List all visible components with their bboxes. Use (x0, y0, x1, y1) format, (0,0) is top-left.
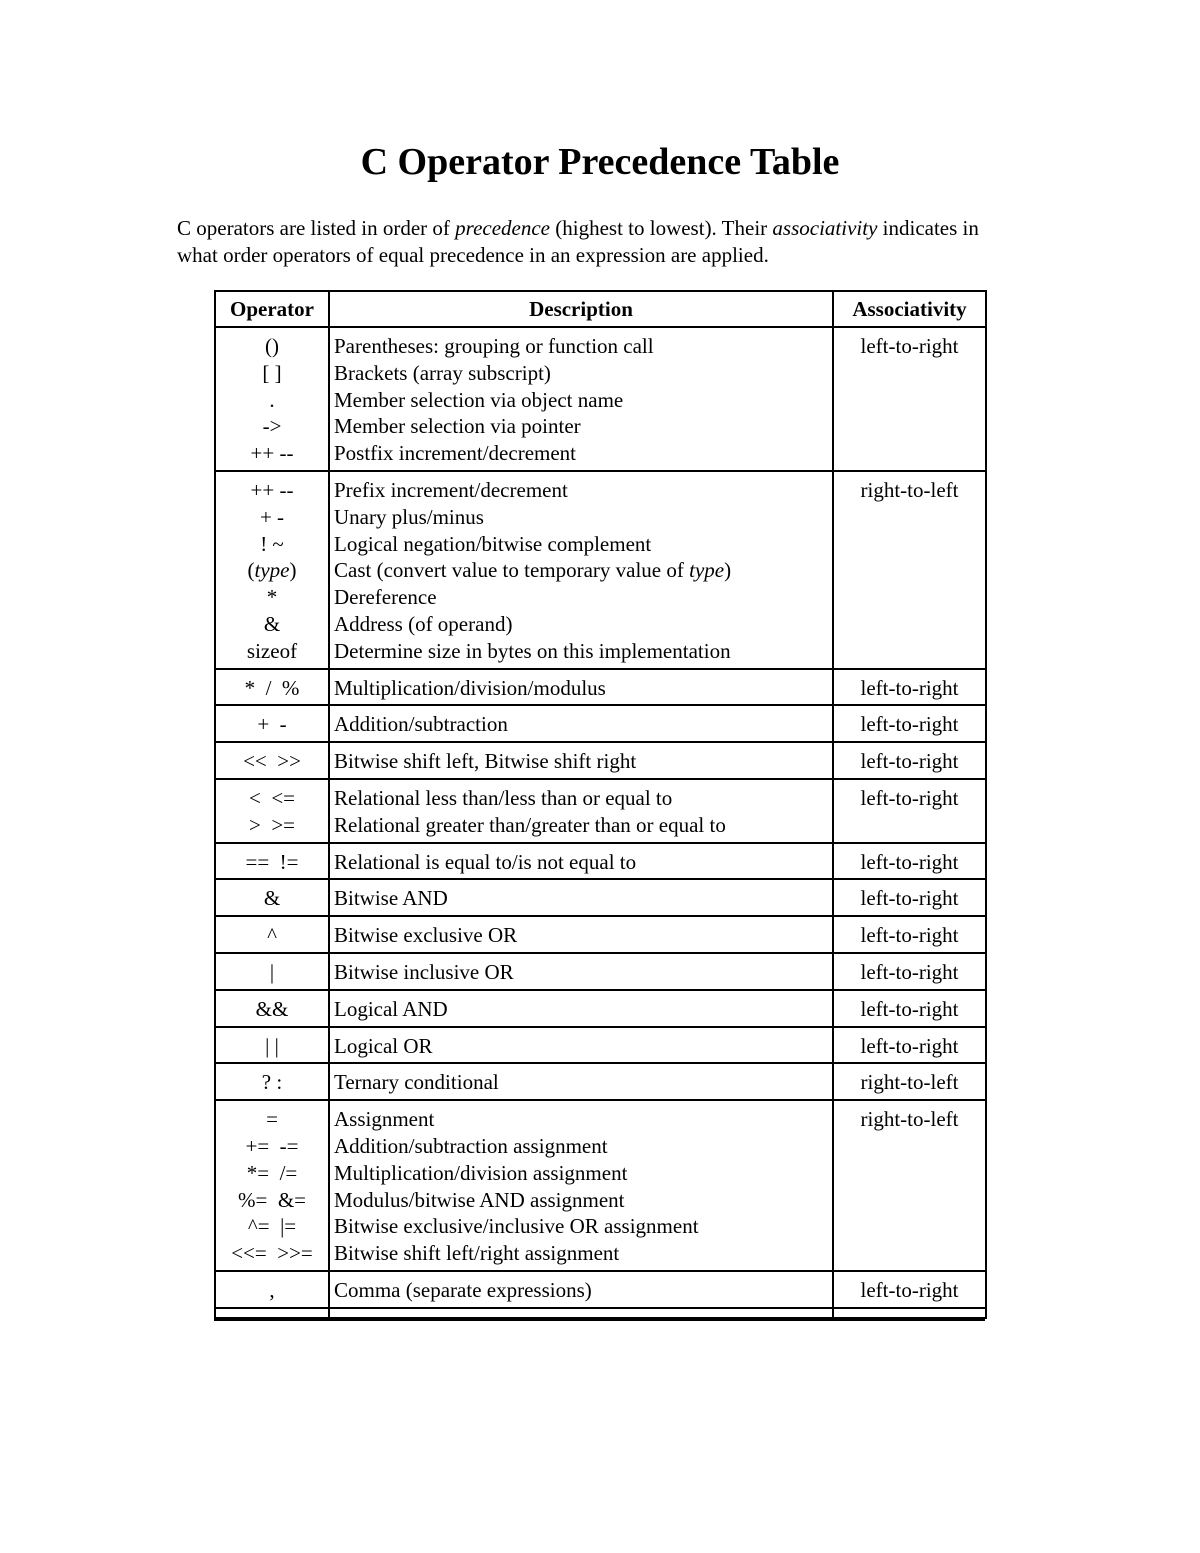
table-row (215, 705, 986, 742)
description-text: Multiplication/division/modulus (334, 675, 606, 700)
description-cell (329, 327, 833, 471)
description-text: Ternary conditional (334, 1070, 499, 1095)
operator-symbol: ++ -- (250, 441, 294, 466)
description-text: Prefix increment/decrement (334, 477, 568, 502)
table-row (215, 471, 986, 669)
operator-symbol: && (255, 996, 289, 1021)
operator-symbol: == != (245, 849, 299, 874)
description-text: Bitwise shift left/right assignment (334, 1241, 620, 1266)
associativity-cell (833, 327, 986, 471)
associativity-cell (833, 669, 986, 706)
description-cell (329, 1063, 833, 1100)
table-row (215, 1100, 986, 1271)
operator-cell (215, 1027, 329, 1064)
associativity-text: right-to-left (860, 477, 959, 502)
description-text: Unary plus/minus (334, 504, 484, 529)
intro-precedence-term: precedence (455, 216, 550, 240)
description-text: Comma (separate expressions) (334, 1277, 592, 1302)
operator-symbol: . (269, 387, 275, 412)
description-text: Bitwise exclusive/inclusive OR assignment (334, 1214, 699, 1239)
table-row (215, 669, 986, 706)
description-text: Assignment (334, 1107, 435, 1132)
description-text: Member selection via pointer (334, 414, 581, 439)
associativity-cell (833, 1271, 986, 1308)
associativity-text: left-to-right (860, 785, 959, 810)
description-cell (329, 916, 833, 953)
associativity-cell (833, 916, 986, 953)
associativity-text: left-to-right (860, 923, 959, 948)
intro-text-3: indicates in what order operators of equal precedence in an expression are applied. (177, 216, 979, 267)
associativity-cell (833, 1100, 986, 1271)
operator-symbol: > >= (248, 812, 296, 837)
bottom-rule-cell (215, 1308, 329, 1318)
associativity-header: Associativity (833, 291, 986, 327)
table-row (215, 1027, 986, 1064)
description-text: Brackets (array subscript) (334, 360, 551, 385)
description-cell (329, 879, 833, 916)
operator-header: Operator (215, 291, 329, 327)
description-text: Member selection via object name (334, 387, 624, 412)
associativity-text: left-to-right (860, 849, 959, 874)
operator-symbol: << >> (243, 749, 301, 774)
operator-cell (215, 742, 329, 779)
operator-symbol: | | (265, 1033, 279, 1058)
operator-cell (215, 1100, 329, 1271)
associativity-cell (833, 953, 986, 990)
table-row (215, 779, 986, 843)
operator-symbol: %= &= (237, 1187, 306, 1212)
associativity-cell (833, 1027, 986, 1064)
operator-symbol: * / % (244, 675, 300, 700)
description-text: Addition/subtraction (334, 712, 508, 737)
table-row (215, 1271, 986, 1308)
table-body (215, 327, 986, 1318)
associativity-text: left-to-right (860, 749, 959, 774)
operator-symbol: -> (262, 414, 282, 439)
operator-symbol: & (263, 886, 281, 911)
table-row (215, 953, 986, 990)
description-header: Description (329, 291, 833, 327)
operator-symbol: () (265, 334, 279, 358)
associativity-cell (833, 879, 986, 916)
table-row (215, 879, 986, 916)
description-text: Logical negation/bitwise complement (334, 531, 652, 556)
description-cell (329, 471, 833, 669)
description-text: Parentheses: grouping or function call (334, 334, 654, 358)
operator-symbol: sizeof (246, 638, 298, 663)
description-cell (329, 669, 833, 706)
description-cell (329, 779, 833, 843)
table-row (215, 990, 986, 1027)
description-text: Bitwise shift left, Bitwise shift right (334, 749, 637, 774)
associativity-text: left-to-right (860, 959, 959, 984)
operator-symbol: < <= (248, 785, 296, 810)
operator-symbol: + - (259, 504, 285, 529)
description-text: Bitwise exclusive OR (334, 923, 518, 948)
intro-paragraph (177, 215, 987, 269)
associativity-text: right-to-left (860, 1107, 959, 1132)
operator-symbol: & (263, 611, 281, 636)
associativity-text: left-to-right (860, 1277, 959, 1302)
associativity-text: left-to-right (860, 712, 959, 737)
description-text: Modulus/bitwise AND assignment (334, 1187, 625, 1212)
description-cell (329, 990, 833, 1027)
description-text: Relational is equal to/is not equal to (334, 849, 637, 874)
description-text: Determine size in bytes on this implementation (334, 638, 731, 663)
table-bottom-rule (215, 1308, 986, 1318)
operator-symbol: , (269, 1277, 275, 1302)
associativity-cell (833, 1063, 986, 1100)
operator-symbol: (type) (247, 558, 297, 583)
operator-cell (215, 327, 329, 471)
associativity-cell (833, 471, 986, 669)
table-row (215, 916, 986, 953)
description-cell (329, 705, 833, 742)
description-cell (329, 742, 833, 779)
associativity-cell (833, 990, 986, 1027)
operator-symbol: ? : (261, 1070, 283, 1095)
operator-cell (215, 705, 329, 742)
operator-symbol: += -= (245, 1133, 299, 1158)
header-row (215, 291, 986, 327)
table-row (215, 843, 986, 880)
precedence-table-container (214, 290, 985, 1321)
operator-symbol: *= /= (246, 1160, 298, 1185)
operator-symbol: = (266, 1107, 278, 1132)
associativity-text: right-to-left (860, 1070, 959, 1095)
associativity-text: left-to-right (860, 996, 959, 1021)
operator-cell (215, 879, 329, 916)
operator-cell (215, 669, 329, 706)
intro-text-1: C operators are listed in order of (177, 216, 456, 240)
associativity-text: left-to-right (860, 886, 959, 911)
table-row (215, 742, 986, 779)
operator-cell (215, 1271, 329, 1308)
description-cell (329, 1271, 833, 1308)
operator-cell (215, 916, 329, 953)
description-text: Dereference (334, 585, 437, 610)
description-text: Logical OR (334, 1033, 433, 1058)
operator-symbol: ! ~ (260, 531, 284, 556)
precedence-table (214, 290, 987, 1319)
description-cell (329, 1027, 833, 1064)
table-row (215, 1063, 986, 1100)
operator-cell (215, 990, 329, 1027)
description-text: Addition/subtraction assignment (334, 1133, 608, 1158)
operator-symbol: * (266, 585, 278, 610)
description-text: Relational greater than/greater than or equal to (334, 812, 726, 837)
description-text: Relational less than/less than or equal to (334, 785, 673, 810)
description-text: Multiplication/division assignment (334, 1160, 628, 1185)
operator-cell (215, 843, 329, 880)
intro-associativity-term: associativity (772, 216, 878, 240)
associativity-text: left-to-right (860, 334, 959, 358)
description-text: Bitwise AND (334, 886, 448, 911)
description-text: Logical AND (334, 996, 448, 1021)
associativity-cell (833, 843, 986, 880)
description-cell (329, 1100, 833, 1271)
operator-cell (215, 1063, 329, 1100)
operator-symbol: <<= >>= (231, 1241, 313, 1266)
description-cell (329, 843, 833, 880)
operator-cell (215, 471, 329, 669)
operator-cell (215, 779, 329, 843)
intro-text-2: (highest to lowest). Their (550, 216, 773, 240)
operator-symbol: ++ -- (250, 477, 294, 502)
operator-cell (215, 953, 329, 990)
description-cell (329, 953, 833, 990)
operator-symbol: [ ] (262, 360, 282, 385)
associativity-text: left-to-right (860, 1033, 959, 1058)
type-placeholder: type (689, 558, 725, 583)
table-row (215, 327, 986, 471)
description-text: Bitwise inclusive OR (334, 959, 514, 984)
associativity-text: left-to-right (860, 675, 959, 700)
page-title: C Operator Precedence Table (360, 141, 840, 183)
associativity-cell (833, 742, 986, 779)
operator-symbol: | (269, 959, 275, 984)
associativity-cell (833, 779, 986, 843)
description-text: Address (of operand) (334, 611, 513, 636)
operator-symbol: ^ (267, 923, 277, 948)
bottom-rule-cell (833, 1308, 986, 1318)
description-text: Cast (convert value to temporary value of type) (334, 558, 732, 583)
bottom-rule-cell (329, 1308, 833, 1318)
description-text: Postfix increment/decrement (334, 441, 577, 466)
associativity-cell (833, 705, 986, 742)
type-placeholder: type (254, 558, 290, 583)
operator-symbol: ^= |= (247, 1214, 297, 1239)
operator-symbol: + - (257, 712, 287, 737)
